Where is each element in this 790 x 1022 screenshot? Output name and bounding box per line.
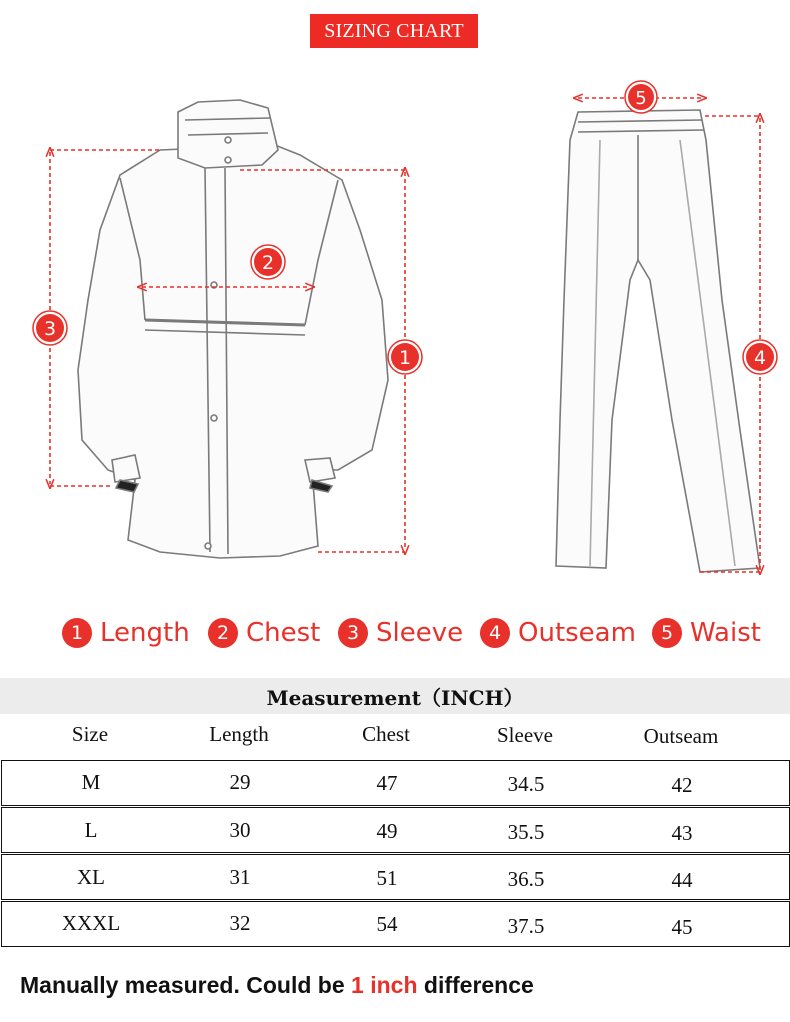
legend-number: 5 (652, 618, 682, 648)
legend-number: 3 (338, 618, 368, 648)
marker-sleeve (33, 311, 67, 345)
legend-number: 4 (480, 618, 510, 648)
note-highlight: 1 inch (351, 972, 418, 998)
table-caption: Measurement（INCH） (0, 678, 790, 714)
legend-label: Outseam (518, 618, 636, 648)
marker-waist (625, 81, 657, 113)
legend-label: Waist (690, 618, 761, 648)
legend-item-sleeve (338, 618, 463, 648)
table-cell: 49 (376, 819, 398, 843)
sizing-chart-title: SIZING CHART (310, 14, 478, 48)
marker-waist-number: 5 (635, 88, 647, 109)
column-header: Sleeve (497, 723, 553, 747)
legend-label: Chest (246, 618, 321, 648)
table-cell: XL (77, 865, 105, 889)
marker-sleeve-number: 3 (43, 318, 57, 340)
table-cell: 30 (229, 818, 251, 842)
table-row (1, 854, 790, 900)
table-cell: 36.5 (507, 867, 545, 891)
marker-outseam-number: 4 (753, 347, 767, 369)
column-header: Chest (362, 722, 410, 746)
table-cell: 44 (671, 868, 693, 892)
table-cell: 43 (671, 821, 693, 845)
marker-chest (251, 245, 285, 279)
table-cell: 47 (376, 771, 398, 795)
measurement-legend (0, 614, 790, 660)
table-cell: 29 (229, 770, 251, 794)
marker-chest-number: 2 (261, 252, 275, 274)
pants-sketch (556, 110, 760, 572)
measurement-disclaimer (20, 972, 534, 999)
table-cell: 35.5 (507, 820, 545, 844)
garment-illustration (0, 70, 790, 610)
table-cell: XXXL (61, 911, 121, 935)
column-header: Size (71, 722, 109, 746)
legend-number: 1 (62, 618, 92, 648)
legend-item-waist (652, 618, 761, 648)
table-cell: 34.5 (507, 772, 545, 796)
table-cell: M (81, 770, 101, 794)
table-row (1, 901, 790, 947)
legend-label: Sleeve (376, 618, 464, 648)
legend-item-chest (208, 618, 320, 648)
table-row (1, 807, 790, 853)
legend-number: 2 (208, 618, 238, 648)
legend-item-outseam (480, 618, 636, 648)
table-cell: 31 (229, 865, 251, 889)
table-cell: L (84, 818, 98, 842)
table-row (1, 760, 790, 806)
legend-item-length (62, 618, 190, 648)
table-cell: 32 (229, 911, 251, 935)
column-header: Outseam (643, 724, 719, 748)
table-cell: 54 (376, 912, 398, 936)
marker-length (388, 340, 422, 374)
table-cell: 51 (376, 866, 398, 890)
jacket-sketch (78, 100, 388, 558)
table-cell: 45 (671, 915, 693, 939)
marker-length-number: 1 (398, 347, 412, 369)
note-prefix: Manually measured. Could be (20, 972, 352, 998)
table-cell: 37.5 (507, 914, 545, 938)
table-cell: 42 (671, 773, 693, 797)
marker-outseam (743, 340, 777, 374)
column-header: Length (209, 722, 269, 746)
note-suffix: difference (417, 972, 534, 998)
legend-label: Length (100, 618, 190, 648)
table-header-row (0, 716, 790, 756)
